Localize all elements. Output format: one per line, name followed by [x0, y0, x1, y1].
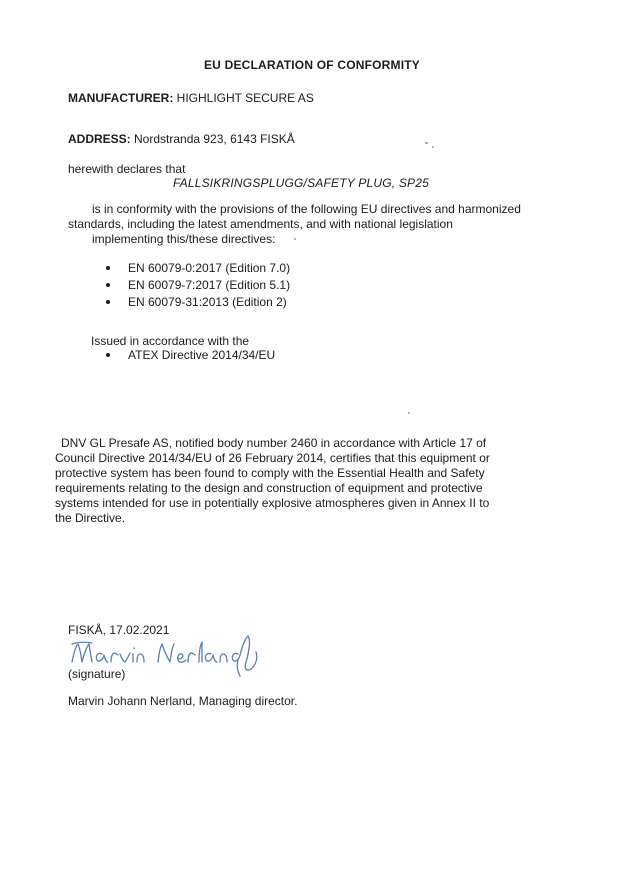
place-date: FISKÅ, 17.02.2021 — [68, 623, 170, 637]
manufacturer-line — [68, 91, 314, 105]
notified-line-6: the Directive. — [55, 511, 126, 525]
bullet-icon — [106, 353, 110, 357]
standards-list — [106, 260, 290, 311]
scan-speck — [294, 238, 296, 240]
list-item: EN 60079-0:2017 (Edition 7.0) — [106, 260, 290, 277]
list-item: EN 60079-31:2013 (Edition 2) — [106, 294, 290, 311]
product-name: FALLSIKRINGSPLUGG/SAFETY PLUG, SP25 — [173, 176, 429, 190]
conformity-line-3: implementing this/these directives: — [92, 232, 276, 246]
scan-speck — [425, 142, 428, 144]
address-line — [68, 132, 295, 146]
conformity-line-1: is in conformity with the provisions of the following EU directives and harmonized — [92, 202, 521, 216]
notified-line-5: systems intended for use in potentially explosive atmospheres given in Annex II to — [55, 496, 490, 510]
issued-intro: Issued in accordance with the — [91, 334, 250, 348]
scan-speck — [408, 412, 410, 414]
notified-line-2: Council Directive 2014/34/EU of 26 February 2014, certifies that this equipment or — [55, 451, 490, 465]
manufacturer-label: MANUFACTURER: — [68, 91, 174, 105]
declares-intro: herewith declares that — [68, 162, 186, 176]
notified-line-4: requirements relating to the design and construction of equipment and protective — [55, 481, 483, 495]
conformity-line-2: standards, including the latest amendments, and with national legislation — [68, 217, 453, 231]
address-value: Nordstranda 923, 6143 FISKÅ — [134, 132, 295, 146]
signature-caption: (signature) — [68, 667, 126, 681]
list-item: ATEX Directive 2014/34/EU — [106, 347, 275, 364]
manufacturer-value: HIGHLIGHT SECURE AS — [176, 91, 314, 105]
notified-line-1: DNV GL Presafe AS, notified body number 2460 in accordance with Article 17 of — [61, 436, 487, 450]
directives-list — [106, 347, 275, 364]
document-title: EU DECLARATION OF CONFORMITY — [203, 58, 421, 72]
signatory-name: Marvin Johann Nerland, Managing director. — [68, 694, 298, 708]
bullet-icon — [106, 300, 110, 304]
address-label: ADDRESS: — [68, 132, 131, 146]
bullet-icon — [106, 266, 110, 270]
list-item: EN 60079-7:2017 (Edition 5.1) — [106, 277, 290, 294]
notified-line-3: protective system has been found to comply with the Essential Health and Safety — [55, 466, 485, 480]
bullet-icon — [106, 283, 110, 287]
scan-speck — [432, 146, 434, 148]
